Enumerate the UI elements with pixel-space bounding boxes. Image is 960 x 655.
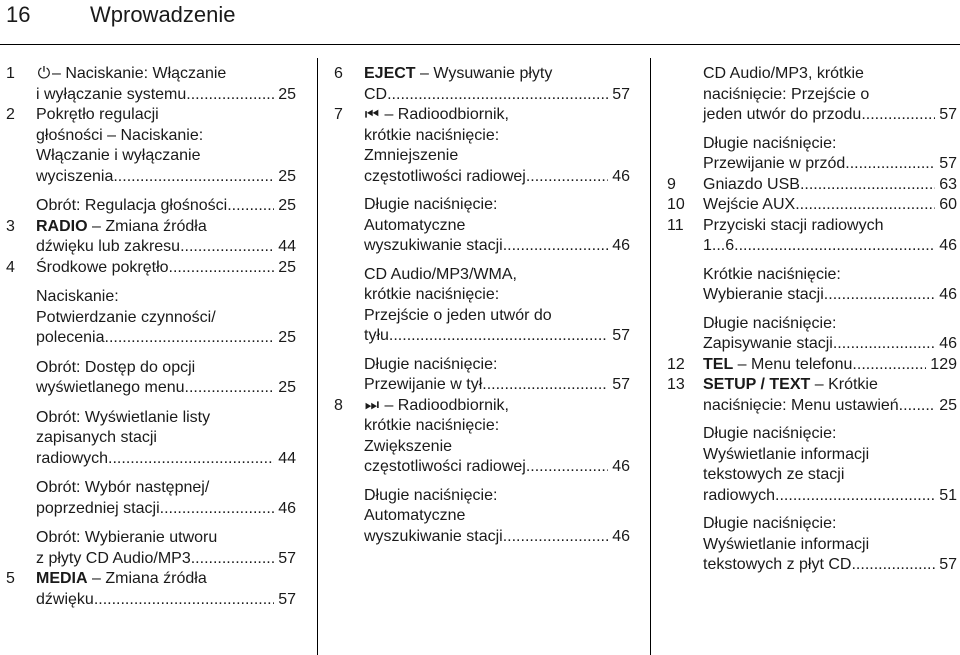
page-ref: 57 — [278, 590, 296, 608]
page-ref: 25 — [278, 379, 296, 396]
sub-entry: CD Audio/MP3/WMA, krótkie naciśnięcie: Przejście o jeden utwór do tyłu ..... 57 — [364, 265, 630, 347]
list-item-9: 9 Gniazdo USB ..... 63 — [667, 175, 957, 196]
column-divider — [317, 58, 318, 655]
item-number: 10 — [667, 196, 685, 213]
page-ref: 57 — [278, 549, 296, 567]
page-ref: 25 — [278, 197, 296, 214]
sub-entry: Długie naciśnięcie: Automatyczne wyszukiwanie stacji ..... 46 — [364, 486, 630, 548]
sub-entry: Naciskanie: Potwierdzanie czynności/ polecenia ..... 25 — [36, 287, 296, 349]
list-item-13: 13 SETUP / TEXT – Krótkie naciśnięcie: Menu ustawień ..... 25 Długie naciśnięcie: Wyświetlanie informacji tekstowych ze stacji radiowych ..... 51 Długie naciśnięcie: Wyświetlanie informacji tekstowych z płyt CD ..... 57 — [667, 375, 957, 576]
page-ref: 57 — [939, 106, 957, 123]
item-number: 4 — [6, 258, 15, 276]
page-ref: 25 — [278, 329, 296, 346]
button-label-media: MEDIA — [36, 570, 88, 587]
column-divider — [650, 58, 651, 655]
item-number: 9 — [667, 175, 676, 193]
sub-entry: Długie naciśnięcie: Wyświetlanie informacji tekstowych z płyt CD ..... 57 — [703, 514, 957, 576]
page-ref: 25 — [278, 85, 296, 103]
column-2 — [334, 64, 630, 547]
list-item-5: 5 MEDIA – Zmiana źródła dźwięku ..... 57 — [6, 569, 296, 610]
page-header — [0, 0, 960, 44]
item-number: 3 — [6, 217, 15, 235]
item-number: 6 — [334, 65, 343, 82]
list-item-8-continued: CD Audio/MP3, krótkie naciśnięcie: Przejście o jeden utwór do przodu ..... 57 Długie naciśnięcie: Przewijanie w przód ..... 57 — [667, 64, 957, 175]
page-ref: 57 — [612, 376, 630, 393]
list-item-6: 6 EJECT – Wysuwanie płyty CD ..... 57 — [334, 64, 630, 105]
button-label-setup-text: SETUP / TEXT — [703, 376, 811, 393]
page-ref: 60 — [939, 196, 957, 213]
page-ref: 44 — [278, 238, 296, 255]
page-ref: 44 — [278, 449, 296, 467]
item-number: 5 — [6, 570, 15, 587]
page-ref: 51 — [939, 486, 957, 504]
page-ref: 46 — [278, 499, 296, 517]
item-number: 1 — [6, 65, 15, 82]
sub-entry: Obrót: Regulacja głośności ..... 25 — [36, 196, 296, 217]
page-ref: 57 — [939, 155, 957, 172]
item-number: 2 — [6, 106, 15, 123]
page-ref: 25 — [939, 396, 957, 414]
page-ref: 46 — [612, 167, 630, 185]
power-icon: ⏻ — [37, 65, 51, 82]
item-number: 12 — [667, 355, 685, 373]
sub-entry: Długie naciśnięcie: Zapisywanie stacji ..... 46 — [703, 314, 957, 355]
page-ref: 46 — [939, 237, 957, 254]
sub-entry: Długie naciśnięcie: Przewijanie w przód ..... 57 — [703, 134, 957, 175]
sub-entry: Długie naciśnięcie: Przewijanie w tył ..... 57 — [364, 355, 630, 396]
previous-track-icon: ⏮ — [364, 106, 380, 123]
page-number: 16 — [6, 2, 31, 27]
sub-entry: Krótkie naciśnięcie: Wybieranie stacji ..... 46 — [703, 265, 957, 306]
next-track-icon: ⏭ — [364, 396, 380, 414]
column-3 — [667, 64, 957, 576]
list-item-8: 8 ⏭ – Radioodbiornik, krótkie naciśnięcie: Zwiększenie częstotliwości radiowej ..... 46 Długie naciśnięcie: Automatyczne wyszukiwanie stacji ..... 46 — [334, 396, 630, 548]
sub-entry: Obrót: Dostęp do opcji wyświetlanego menu ..... 25 — [36, 358, 296, 399]
item-number: 7 — [334, 106, 343, 123]
button-label-eject: EJECT — [364, 65, 416, 82]
sub-entry: Obrót: Wybór następnej/ poprzedniej stacji ..... 46 — [36, 478, 296, 519]
sub-entry: Długie naciśnięcie: Wyświetlanie informacji tekstowych ze stacji radiowych ..... 51 — [703, 424, 957, 506]
page-ref: 63 — [939, 175, 957, 193]
list-item-2: 2 Pokrętło regulacji głośności – Naciskanie: Włączanie i wyłączanie wyciszenia ..... 25 Obrót: Regulacja głośności ..... 25 — [6, 105, 296, 217]
sub-entry: Obrót: Wybieranie utworu z płyty CD Audio/MP3 ..... 57 — [36, 528, 296, 569]
column-1 — [6, 64, 296, 610]
page-ref: 46 — [612, 527, 630, 545]
page-ref: 46 — [612, 458, 630, 475]
page-ref: 57 — [612, 327, 630, 344]
sub-entry: Obrót: Wyświetlanie listy zapisanych stacji radiowych ..... 44 — [36, 408, 296, 470]
page-ref: 57 — [939, 556, 957, 573]
list-item-4: 4 Środkowe pokrętło ..... 25 Naciskanie: Potwierdzanie czynności/ polecenia ..... 25 Obrót: Dostęp do opcji wyświetlanego menu ..... 25 Obrót: Wyświetlanie listy zapisanych stacji radiowych ..... 44 Obrót: Wybór następnej/ poprzedniej stacji ..... 46 Obrót: Wybieranie utworu z płyty CD Audio/MP3 ..... 57 — [6, 258, 296, 570]
page-ref: 25 — [278, 258, 296, 276]
item-number: 8 — [334, 396, 343, 414]
sub-entry: Długie naciśnięcie: Automatyczne wyszukiwanie stacji ..... 46 — [364, 195, 630, 257]
item-number: 11 — [667, 216, 684, 234]
item-number: 13 — [667, 376, 685, 393]
button-label-radio: RADIO — [36, 217, 88, 235]
list-item-12: 12 TEL – Menu telefonu ..... 129 — [667, 355, 957, 376]
page-ref: 129 — [930, 355, 957, 373]
page-ref: 46 — [612, 237, 630, 254]
button-label-tel: TEL — [703, 355, 734, 373]
list-item-3: 3 RADIO – Zmiana źródła dźwięku lub zakresu ..... 44 — [6, 217, 296, 258]
page-ref: 46 — [939, 286, 957, 303]
list-item-7: 7 ⏮ – Radioodbiornik, krótkie naciśnięcie: Zmniejszenie częstotliwości radiowej ..... 46 Długie naciśnięcie: Automatyczne wyszukiwanie stacji ..... 46 CD Audio/MP3/WMA, krótkie naciśnięcie: Przejście o jeden utwór do tyłu ..... 57 Długie naciśnięcie: Przewijanie w tył ..... 57 — [334, 105, 630, 396]
list-item-1: 1 ⏻ – Naciskanie: Włączanie i wyłączanie systemu ..... 25 — [6, 64, 296, 105]
page-ref: 46 — [939, 335, 957, 352]
page-ref: 25 — [278, 167, 296, 185]
header-rule — [0, 44, 960, 45]
list-item-11: 11 Przyciski stacji radiowych 1...6 ..... 46 Krótkie naciśnięcie: Wybieranie stacji ..... 46 Długie naciśnięcie: Zapisywanie stacji ..... 46 — [667, 216, 957, 355]
page-ref: 57 — [612, 85, 630, 103]
page-title: Wprowadzenie — [90, 2, 236, 27]
list-item-10: 10 Wejście AUX ..... 60 — [667, 195, 957, 216]
